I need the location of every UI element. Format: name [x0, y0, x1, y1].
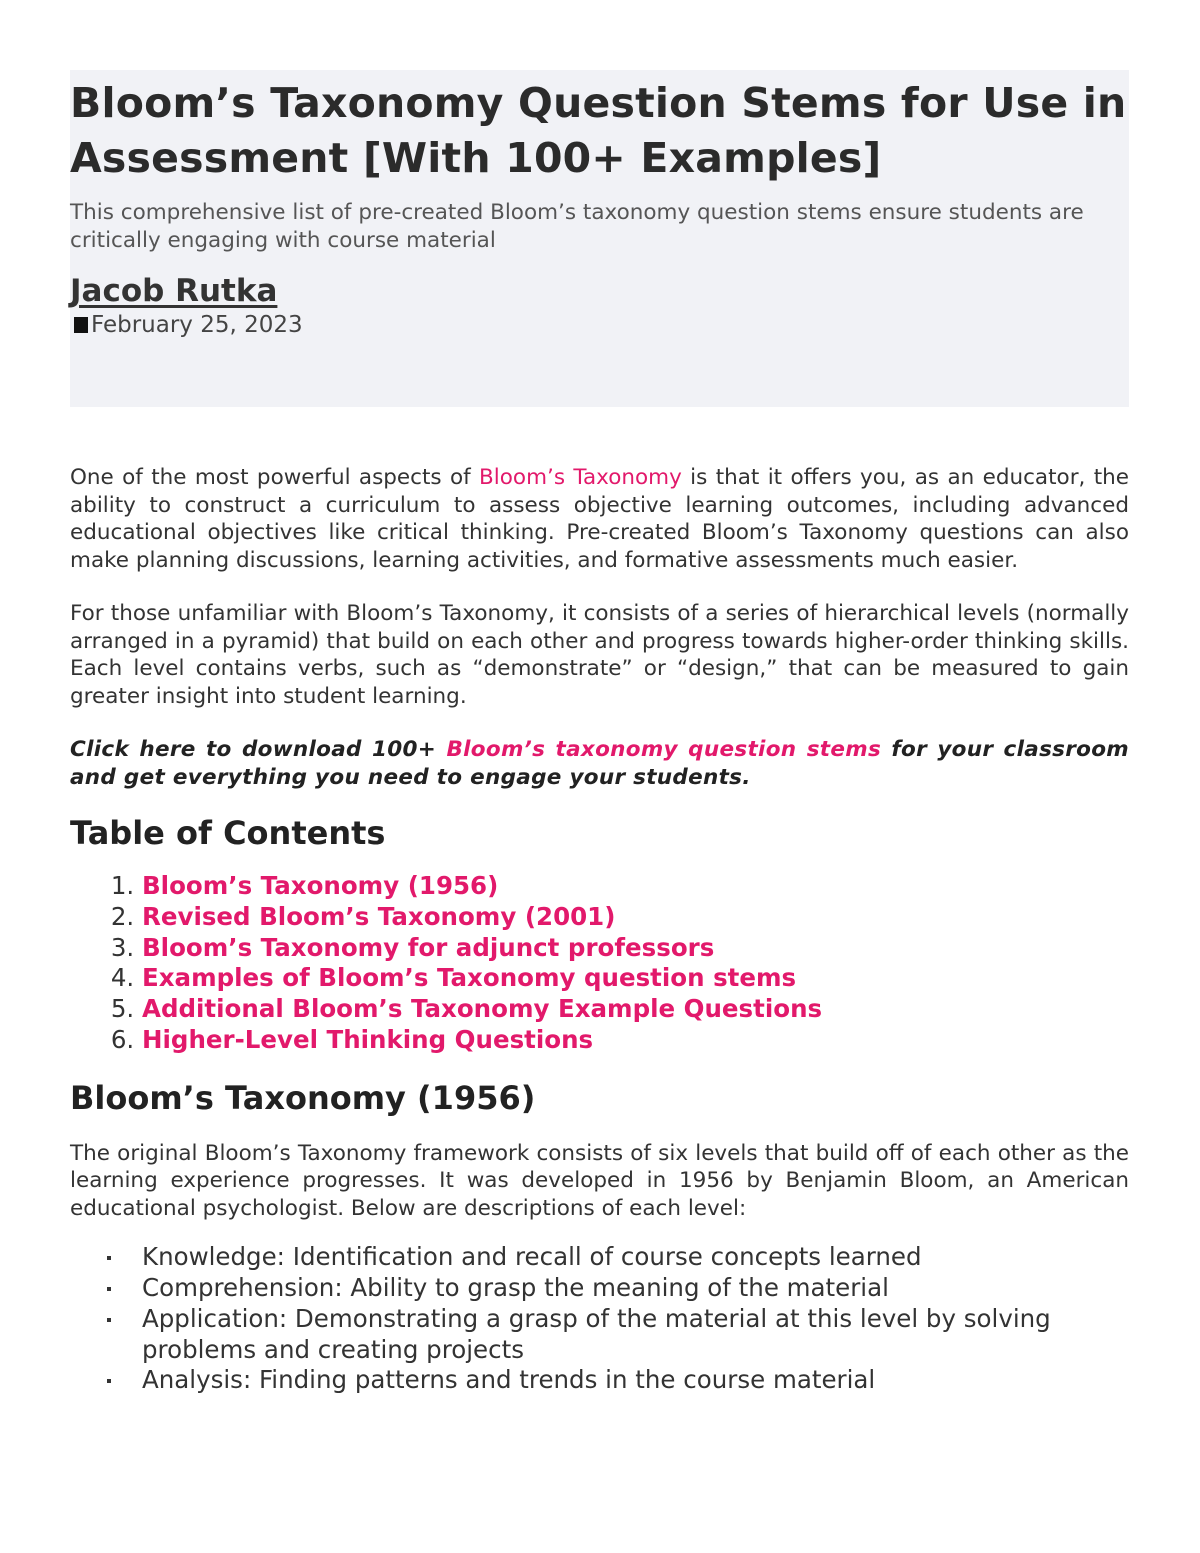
toc-link-4[interactable]: Examples of Bloom’s Taxonomy question stems: [142, 963, 797, 993]
intro-text-start: One of the most powerful aspects of: [70, 465, 480, 490]
document-page: [70, 70, 1129, 1396]
article-subtitle: This comprehensive list of pre-created Bloom’s taxonomy question stems ensure students are critically engaging with course material: [70, 200, 1084, 253]
article-title: Bloom’s Taxonomy Question Stems for Use in Assessment [With 100+ Examples]: [70, 79, 1127, 182]
list-item: Application: Demonstrating a grasp of the material at this level by solving problems and creating projects: [142, 1304, 1129, 1366]
calendar-icon: [74, 317, 88, 333]
toc-item[interactable]: [142, 902, 1129, 933]
table-of-contents: [70, 871, 1129, 1056]
publish-date-row: [70, 310, 1129, 340]
toc-item[interactable]: [142, 1025, 1129, 1056]
toc-link-1[interactable]: Bloom’s Taxonomy (1956): [142, 871, 499, 900]
toc-item[interactable]: [142, 963, 1129, 994]
taxonomy-levels-list: [70, 1242, 1129, 1396]
toc-link-6[interactable]: Higher-Level Thinking Questions: [142, 1024, 594, 1054]
article-header: [70, 70, 1129, 407]
question-stems-link[interactable]: Bloom’s taxonomy question stems: [446, 737, 882, 762]
intro-paragraph-2: For those unfamiliar with Bloom’s Taxonomy, it consists of a series of hierarchical levels (normally arranged in a pyramid) that build on each other and progress towards higher-order thinking skills. Each level contains verbs, such as “demonstrate” or “design,” that can be measured to gain greater insight into student learning.: [70, 601, 1129, 709]
list-item: Analysis: Finding patterns and trends in the course material: [142, 1365, 1129, 1396]
download-cta: [70, 736, 1129, 791]
toc-item[interactable]: [142, 994, 1129, 1025]
cta-text-start: Click here to download 100+: [70, 737, 447, 762]
intro-paragraph-1: [70, 464, 1129, 574]
toc-item[interactable]: [142, 871, 1129, 902]
cta-text-end: for your classroom and get everything you need to engage your students.: [70, 737, 1130, 790]
section-1956-body: The original Bloom’s Taxonomy framework consists of six levels that build off of each other as the learning experience progresses. It was developed in 1956 by Benjamin Bloom, an American educational psychologist. Below are descriptions of each level:: [70, 1140, 1129, 1221]
intro-text-end: is that it offers you, as an educator, the ability to construct a curriculum to assess objective learning outcomes, including advanced educational objectives like critical thinking. Pre-created Bloom’s Taxonomy questions can also make planning discussions, learning activities, and formative assessments much easier.: [70, 465, 1129, 573]
toc-link-3[interactable]: Bloom’s Taxonomy for adjunct professors: [142, 932, 715, 962]
toc-link-5[interactable]: Additional Bloom’s Taxonomy Example Questions: [142, 994, 823, 1024]
toc-link-2[interactable]: Revised Bloom’s Taxonomy (2001): [142, 901, 616, 931]
publish-date: February 25, 2023: [91, 312, 303, 338]
toc-heading: Table of Contents: [70, 814, 386, 852]
list-item: Comprehension: Ability to grasp the meaning of the material: [142, 1273, 1129, 1304]
toc-item[interactable]: [142, 933, 1129, 964]
list-item: Knowledge: Identification and recall of course concepts learned: [142, 1242, 1129, 1273]
section-heading-1956: Bloom’s Taxonomy (1956): [70, 1078, 536, 1117]
blooms-taxonomy-link[interactable]: Bloom’s Taxonomy: [479, 465, 682, 490]
author-name[interactable]: Jacob Rutka: [70, 273, 278, 309]
